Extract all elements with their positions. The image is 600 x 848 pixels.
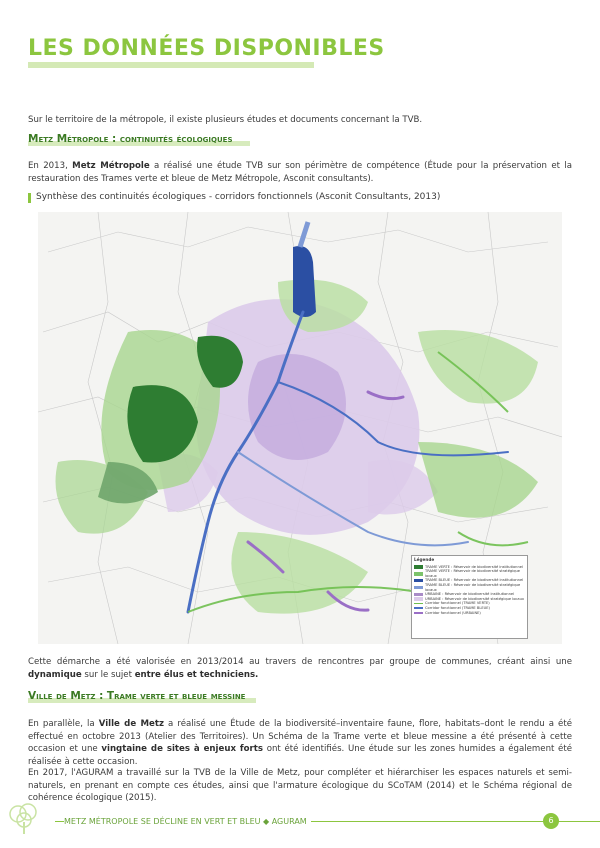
legend-item: TRAME VERTE : Réservoir de biodiversité institutionnel <box>414 565 525 570</box>
legend-item: TRAME BLEUE : Réservoir de biodiversité institutionnel <box>414 578 525 583</box>
legend-swatch <box>414 579 423 583</box>
section2-paragraph-2017: En 2017, l'AGURAM a travaillé sur la TVB de la Ville de Metz, pour compléter et hiérarchiser les espaces naturels et semi-naturels, en prenant en compte ces études, ainsi que l'armature écologique du SCoTAM (2014) et le Schéma régional de cohérence écologique (2015). <box>28 768 572 804</box>
map-legend <box>411 555 528 639</box>
legend-item: TRAME BLEUE : Réservoir de biodiversité stratégique locaux <box>414 583 525 592</box>
legend-line <box>414 603 423 605</box>
legend-item: Corridor fonctionnel (URBAINE) <box>414 611 525 616</box>
legend-swatch <box>414 565 423 569</box>
section1-followup-paragraph: Cette démarche a été valorisée en 2013/2014 au travers de rencontres par groupe de communes, créant ainsi une dynamique sur le sujet entre élus et techniciens. <box>28 657 572 680</box>
legend-swatch <box>414 593 423 597</box>
legend-line <box>414 612 423 614</box>
legend-item: URBAINE : Réservoir de biodiversité stratégique locaux <box>414 597 525 602</box>
intro-paragraph: Sur le territoire de la métropole, il existe plusieurs études et documents concernant la TVB. <box>28 115 423 125</box>
title-underline <box>28 62 314 68</box>
legend-swatch <box>414 586 423 590</box>
legend-swatch <box>414 597 423 601</box>
legend-item: Corridor fonctionnel (TRAME VERTE) <box>414 601 525 606</box>
section2-paragraph: En parallèle, la Ville de Metz a réalisé une Étude de la biodiversité–inventaire faune, flore, habitats–dont le rendu a été effectué en octobre 2013 (Atelier des Territoires). Un Schéma de la Trame verte et bleue messine a été présenté à cette occasion et une vingtaine de sites à enjeux forts ont été identifiés. Une étude sur les zones humides a également été réalisée à cette occasion. <box>28 719 572 767</box>
legend-item: TRAME VERTE : Réservoir de biodiversité stratégique locaux <box>414 569 525 578</box>
page-number: 6 <box>543 813 559 829</box>
tree-icon <box>4 800 44 840</box>
legend-line <box>414 607 423 609</box>
legend-title: Légende <box>414 557 435 562</box>
section2-heading: Ville de Metz : Trame verte et bleue messine <box>28 690 246 702</box>
section1-paragraph: En 2013, Metz Métropole a réalisé une étude TVB sur son périmètre de compétence (Étude pour la préservation et la restauration des Trames verte et bleue de Metz Métropole, Asconit consultants). <box>28 161 572 184</box>
page-title: LES DONNÉES DISPONIBLES <box>28 36 385 61</box>
section1-heading: Metz Métropole : continuités écologiques <box>28 133 233 145</box>
map-caption: Synthèse des continuités écologiques - corridors fonctionnels (Asconit Consultants, 2013) <box>36 192 441 202</box>
legend-swatch <box>414 572 423 576</box>
legend-item: Corridor fonctionnel (TRAME BLEUE) <box>414 606 525 611</box>
legend-item: URBAINE : Réservoir de biodiversité institutionnel <box>414 592 525 597</box>
footer-text: METZ MÉTROPOLE SE DÉCLINE EN VERT ET BLEU ◆ AGURAM <box>64 817 311 826</box>
caption-marker <box>28 193 31 203</box>
